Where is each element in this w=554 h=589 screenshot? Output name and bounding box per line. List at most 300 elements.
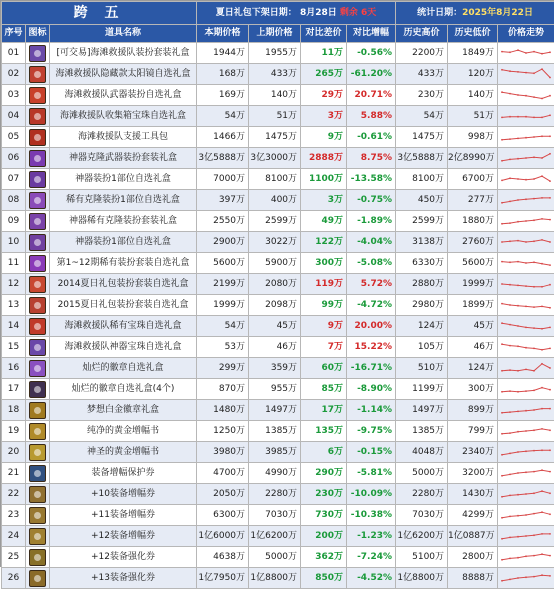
trend [498, 295, 554, 316]
trend-point [517, 240, 519, 242]
row-no: 24 [2, 526, 26, 547]
trend-point [501, 580, 503, 582]
trend-point [533, 306, 535, 308]
trend-point [509, 284, 511, 286]
trend-point [549, 264, 551, 266]
trend-point [533, 409, 535, 411]
trend-point [517, 305, 519, 307]
trend-point [549, 77, 551, 79]
current-price: 2900万 [197, 232, 249, 253]
table-row [2, 568, 554, 589]
previous-price: 400万 [249, 190, 301, 211]
table-row [2, 148, 554, 169]
price-change-pct: 20.00% [347, 316, 396, 337]
table-row [2, 127, 554, 148]
trend-point [501, 496, 503, 498]
trend-point [533, 51, 535, 53]
history-high: 1497万 [396, 400, 448, 421]
item-name: +10装备增幅券 [50, 484, 197, 505]
item-name: 神器装扮1部位自选礼盒 [50, 232, 197, 253]
trend-sparkline [500, 149, 552, 167]
trend-point [549, 307, 551, 309]
icon [26, 295, 50, 316]
trend-point [509, 453, 511, 455]
history-high: 5100万 [396, 547, 448, 568]
item-name: 神器克隆武器装扮套装礼盒 [50, 148, 197, 169]
trend-point [549, 327, 551, 329]
trend [498, 106, 554, 127]
row-no: 09 [2, 211, 26, 232]
red-box-icon [29, 318, 46, 335]
table-row [2, 337, 554, 358]
trend-point [533, 286, 535, 288]
trend-point [533, 390, 535, 392]
trend-point [541, 157, 543, 159]
trend-point [517, 577, 519, 579]
trend-point [541, 363, 543, 365]
trend-point [509, 159, 511, 161]
trend-point [501, 223, 503, 225]
current-price: 4700万 [197, 463, 249, 484]
price-change-pct: -4.72% [347, 295, 396, 316]
gold-ticket-icon [29, 528, 46, 545]
price-diff: 290万 [301, 463, 347, 484]
history-high: 2280万 [396, 484, 448, 505]
blue-scroll-icon [29, 465, 46, 482]
trend-sparkline [500, 317, 552, 335]
history-low: 899万 [448, 400, 498, 421]
history-low: 45万 [448, 316, 498, 337]
price-diff: 9万 [301, 127, 347, 148]
icon [26, 400, 50, 421]
icon [26, 379, 50, 400]
stat-date-banner [396, 2, 554, 25]
price-change-pct: -0.75% [347, 190, 396, 211]
row-no: 25 [2, 547, 26, 568]
row-no: 18 [2, 400, 26, 421]
trend-sparkline [500, 569, 552, 587]
history-low: 1899万 [448, 295, 498, 316]
trend-point [525, 514, 527, 516]
trend-point [509, 138, 511, 140]
stat-date-label: 统计日期： [417, 8, 462, 18]
trend-point [525, 137, 527, 139]
price-diff: 122万 [301, 232, 347, 253]
trend-point [549, 95, 551, 97]
header-current-price: 本期价格 [197, 25, 249, 43]
icon [26, 253, 50, 274]
icon [26, 211, 50, 232]
trend-point [501, 283, 503, 285]
item-name: 纯净的黄金增幅书 [50, 421, 197, 442]
trend-point [509, 116, 511, 118]
current-price: 1亿6000万 [197, 526, 249, 547]
trend-point [517, 472, 519, 474]
history-low: 1849万 [448, 43, 498, 64]
icon [26, 106, 50, 127]
trend-point [541, 469, 543, 471]
trend-point [517, 138, 519, 140]
trend-point [533, 156, 535, 158]
previous-price: 7030万 [249, 505, 301, 526]
item-name: 海滩救援队支援工具包 [50, 127, 197, 148]
item-name: 海滩救援队神器宝珠自选礼盒 [50, 337, 197, 358]
row-no: 17 [2, 379, 26, 400]
trend-point [549, 513, 551, 515]
current-price: 3980万 [197, 442, 249, 463]
item-name: 灿烂的徽章自选礼盒(4个) [50, 379, 197, 400]
previous-price: 5000万 [249, 547, 301, 568]
dark-box-icon [29, 381, 46, 398]
purple-box-icon [29, 255, 46, 272]
trend-point [501, 475, 503, 477]
current-price: 54万 [197, 316, 249, 337]
trend-point [541, 428, 543, 430]
price-change-pct: 5.88% [347, 106, 396, 127]
table-row [2, 295, 554, 316]
trend [498, 253, 554, 274]
table-row [2, 274, 554, 295]
trend-point [525, 471, 527, 473]
previous-price: 1497万 [249, 400, 301, 421]
trend-point [525, 179, 527, 181]
trend-point [541, 286, 543, 288]
price-change-pct: 5.72% [347, 274, 396, 295]
previous-price: 4990万 [249, 463, 301, 484]
trend-point [525, 306, 527, 308]
gold-box-icon [29, 402, 46, 419]
history-low: 6700万 [448, 169, 498, 190]
history-high: 5000万 [396, 463, 448, 484]
trend-sparkline [500, 422, 552, 440]
item-name: +12装备强化券 [50, 547, 197, 568]
previous-price: 433万 [249, 64, 301, 85]
history-high: 6330万 [396, 253, 448, 274]
trend-point [533, 136, 535, 138]
previous-price: 1亿8800万 [249, 568, 301, 589]
icon [26, 148, 50, 169]
table-row [2, 547, 554, 568]
trend-point [525, 347, 527, 349]
trend-point [509, 516, 511, 518]
trend-point [549, 389, 551, 391]
trend-point [533, 471, 535, 473]
current-price: 2199万 [197, 274, 249, 295]
trend-sparkline [500, 128, 552, 146]
trend-point [549, 367, 551, 369]
price-change-pct: -0.15% [347, 442, 396, 463]
trend-point [525, 535, 527, 537]
trend-point [501, 117, 503, 119]
trend [498, 316, 554, 337]
trend-sparkline [500, 296, 552, 314]
trend [498, 400, 554, 421]
trend [498, 547, 554, 568]
trend [498, 148, 554, 169]
table-row [2, 442, 554, 463]
purple-box-icon [29, 339, 46, 356]
history-high: 7030万 [396, 505, 448, 526]
price-diff: 29万 [301, 85, 347, 106]
header-name: 道具名称 [50, 25, 197, 43]
trend-point [541, 306, 543, 308]
price-diff: 362万 [301, 547, 347, 568]
previous-price: 45万 [249, 316, 301, 337]
trend [498, 274, 554, 295]
trend-point [533, 513, 535, 515]
current-price: 1480万 [197, 400, 249, 421]
row-no: 13 [2, 295, 26, 316]
trend-point [509, 304, 511, 306]
trend-point [501, 139, 503, 141]
trend-point [517, 116, 519, 118]
trend-point [533, 429, 535, 431]
table-row [2, 106, 554, 127]
red-box-icon [29, 87, 46, 104]
trend-point [509, 261, 511, 263]
history-low: 124万 [448, 358, 498, 379]
trend-point [525, 157, 527, 159]
current-price: 1亿7950万 [197, 568, 249, 589]
trend-point [501, 412, 503, 414]
trend-point [525, 52, 527, 54]
icon [26, 463, 50, 484]
trend-point [541, 449, 543, 451]
history-high: 450万 [396, 190, 448, 211]
trend-point [541, 98, 543, 100]
history-high: 2200万 [396, 43, 448, 64]
icon [26, 337, 50, 358]
trend [498, 190, 554, 211]
trend-point [541, 574, 543, 576]
row-no: 20 [2, 442, 26, 463]
trend [498, 568, 554, 589]
previous-price: 1385万 [249, 421, 301, 442]
price-diff: 6万 [301, 442, 347, 463]
trend-sparkline [500, 170, 552, 188]
history-high: 54万 [396, 106, 448, 127]
trend-point [517, 557, 519, 559]
icon [26, 421, 50, 442]
trend-sparkline [500, 506, 552, 524]
current-price: 169万 [197, 85, 249, 106]
price-diff: 17万 [301, 400, 347, 421]
table-body [2, 43, 554, 589]
price-change-pct: -8.90% [347, 379, 396, 400]
trend-point [549, 284, 551, 286]
trend-point [525, 220, 527, 222]
trend-point [501, 391, 503, 393]
row-no: 26 [2, 568, 26, 589]
red-box-icon [29, 129, 46, 146]
trend-point [533, 327, 535, 329]
days-remaining: 剩余 6天 [340, 8, 376, 18]
table-row [2, 505, 554, 526]
history-high: 2880万 [396, 274, 448, 295]
history-low: 998万 [448, 127, 498, 148]
history-low: 46万 [448, 337, 498, 358]
history-low: 4299万 [448, 505, 498, 526]
trend-point [541, 511, 543, 513]
price-diff: 850万 [301, 568, 347, 589]
history-high: 4048万 [396, 442, 448, 463]
trend-point [549, 153, 551, 155]
history-high: 2980万 [396, 295, 448, 316]
trend-point [533, 198, 535, 200]
red-box-icon [29, 276, 46, 293]
item-name: 装备增幅保护券 [50, 463, 197, 484]
history-low: 120万 [448, 64, 498, 85]
row-no: 11 [2, 253, 26, 274]
trend-sparkline [500, 464, 552, 482]
history-low: 1880万 [448, 211, 498, 232]
current-price: 2550万 [197, 211, 249, 232]
trend-point [517, 49, 519, 51]
trend-point [533, 576, 535, 578]
trend-point [501, 559, 503, 561]
table-row [2, 463, 554, 484]
item-name: 第1~12期稀有装扮套装自选礼盒 [50, 253, 197, 274]
icon [26, 442, 50, 463]
history-high: 230万 [396, 85, 448, 106]
stat-date: 2025年8月22日 [462, 8, 533, 18]
item-name: 神器装扮1部位自选礼盒 [50, 169, 197, 190]
previous-price: 51万 [249, 106, 301, 127]
trend-point [533, 555, 535, 557]
history-low: 799万 [448, 421, 498, 442]
price-diff: 230万 [301, 484, 347, 505]
previous-price: 2280万 [249, 484, 301, 505]
region-title: 跨 五 [2, 2, 197, 25]
row-no: 23 [2, 505, 26, 526]
previous-price: 3亿3000万 [249, 148, 301, 169]
trend-point [509, 495, 511, 497]
trend-point [509, 369, 511, 371]
trend-sparkline [500, 65, 552, 83]
row-no: 14 [2, 316, 26, 337]
trend-point [549, 348, 551, 350]
trend-point [541, 53, 543, 55]
history-high: 2599万 [396, 211, 448, 232]
trend-point [509, 177, 511, 179]
trend-point [509, 201, 511, 203]
price-diff: 9万 [301, 316, 347, 337]
trend-point [541, 135, 543, 137]
trend-point [501, 91, 503, 93]
trend-point [517, 285, 519, 287]
history-high: 3138万 [396, 232, 448, 253]
purple-box-icon [29, 171, 46, 188]
red-box-icon [29, 108, 46, 125]
trend-point [533, 240, 535, 242]
trend-point [525, 450, 527, 452]
icon [26, 169, 50, 190]
table-row [2, 484, 554, 505]
trend-point [525, 369, 527, 371]
row-no: 05 [2, 127, 26, 148]
trend-point [517, 515, 519, 517]
trend-point [533, 370, 535, 372]
trend-sparkline [500, 44, 552, 62]
history-high: 433万 [396, 64, 448, 85]
trend-point [509, 70, 511, 72]
trend-sparkline [500, 275, 552, 293]
trend-point [541, 239, 543, 241]
current-price: 168万 [197, 64, 249, 85]
trend-point [525, 555, 527, 557]
trend-point [517, 494, 519, 496]
current-price: 3亿5888万 [197, 148, 249, 169]
trend-point [549, 51, 551, 53]
row-no: 19 [2, 421, 26, 442]
history-high: 1475万 [396, 127, 448, 148]
current-price: 53万 [197, 337, 249, 358]
trend-point [501, 303, 503, 305]
previous-price: 955万 [249, 379, 301, 400]
trend-sparkline [500, 107, 552, 125]
table-row [2, 169, 554, 190]
trend-sparkline [500, 485, 552, 503]
header-pct: 对比增幅 [347, 25, 396, 43]
trend [498, 379, 554, 400]
trend-sparkline [500, 86, 552, 104]
purple-box-icon [29, 45, 46, 62]
trend-point [525, 262, 527, 264]
row-no: 16 [2, 358, 26, 379]
row-no: 04 [2, 106, 26, 127]
price-change-pct: -9.75% [347, 421, 396, 442]
red-box-icon [29, 297, 46, 314]
item-name: +12装备增幅券 [50, 526, 197, 547]
trend-point [501, 433, 503, 435]
history-low: 1430万 [448, 484, 498, 505]
price-change-pct: -4.52% [347, 568, 396, 589]
price-diff: 135万 [301, 421, 347, 442]
trend-point [533, 492, 535, 494]
trend-point [525, 327, 527, 329]
history-high: 1亿6200万 [396, 526, 448, 547]
trend-point [541, 68, 543, 70]
trend-sparkline [500, 233, 552, 251]
table-row [2, 211, 554, 232]
icon [26, 358, 50, 379]
trend [498, 463, 554, 484]
price-change-pct: -1.89% [347, 211, 396, 232]
trend [498, 421, 554, 442]
price-diff: 49万 [301, 211, 347, 232]
purple-box-icon [29, 192, 46, 209]
history-low: 51万 [448, 106, 498, 127]
icon [26, 127, 50, 148]
row-no: 01 [2, 43, 26, 64]
history-low: 277万 [448, 190, 498, 211]
trend-point [533, 178, 535, 180]
history-high: 1199万 [396, 379, 448, 400]
previous-price: 2599万 [249, 211, 301, 232]
trend [498, 127, 554, 148]
current-price: 1944万 [197, 43, 249, 64]
price-change-pct: -61.20% [347, 64, 396, 85]
trend-point [501, 454, 503, 456]
trend-point [541, 175, 543, 177]
trend-point [517, 431, 519, 433]
header-low: 历史低价 [448, 25, 498, 43]
row-no: 03 [2, 85, 26, 106]
current-price: 7000万 [197, 169, 249, 190]
header-icon: 图标 [26, 25, 50, 43]
price-diff: 2888万 [301, 148, 347, 169]
history-low: 1999万 [448, 274, 498, 295]
